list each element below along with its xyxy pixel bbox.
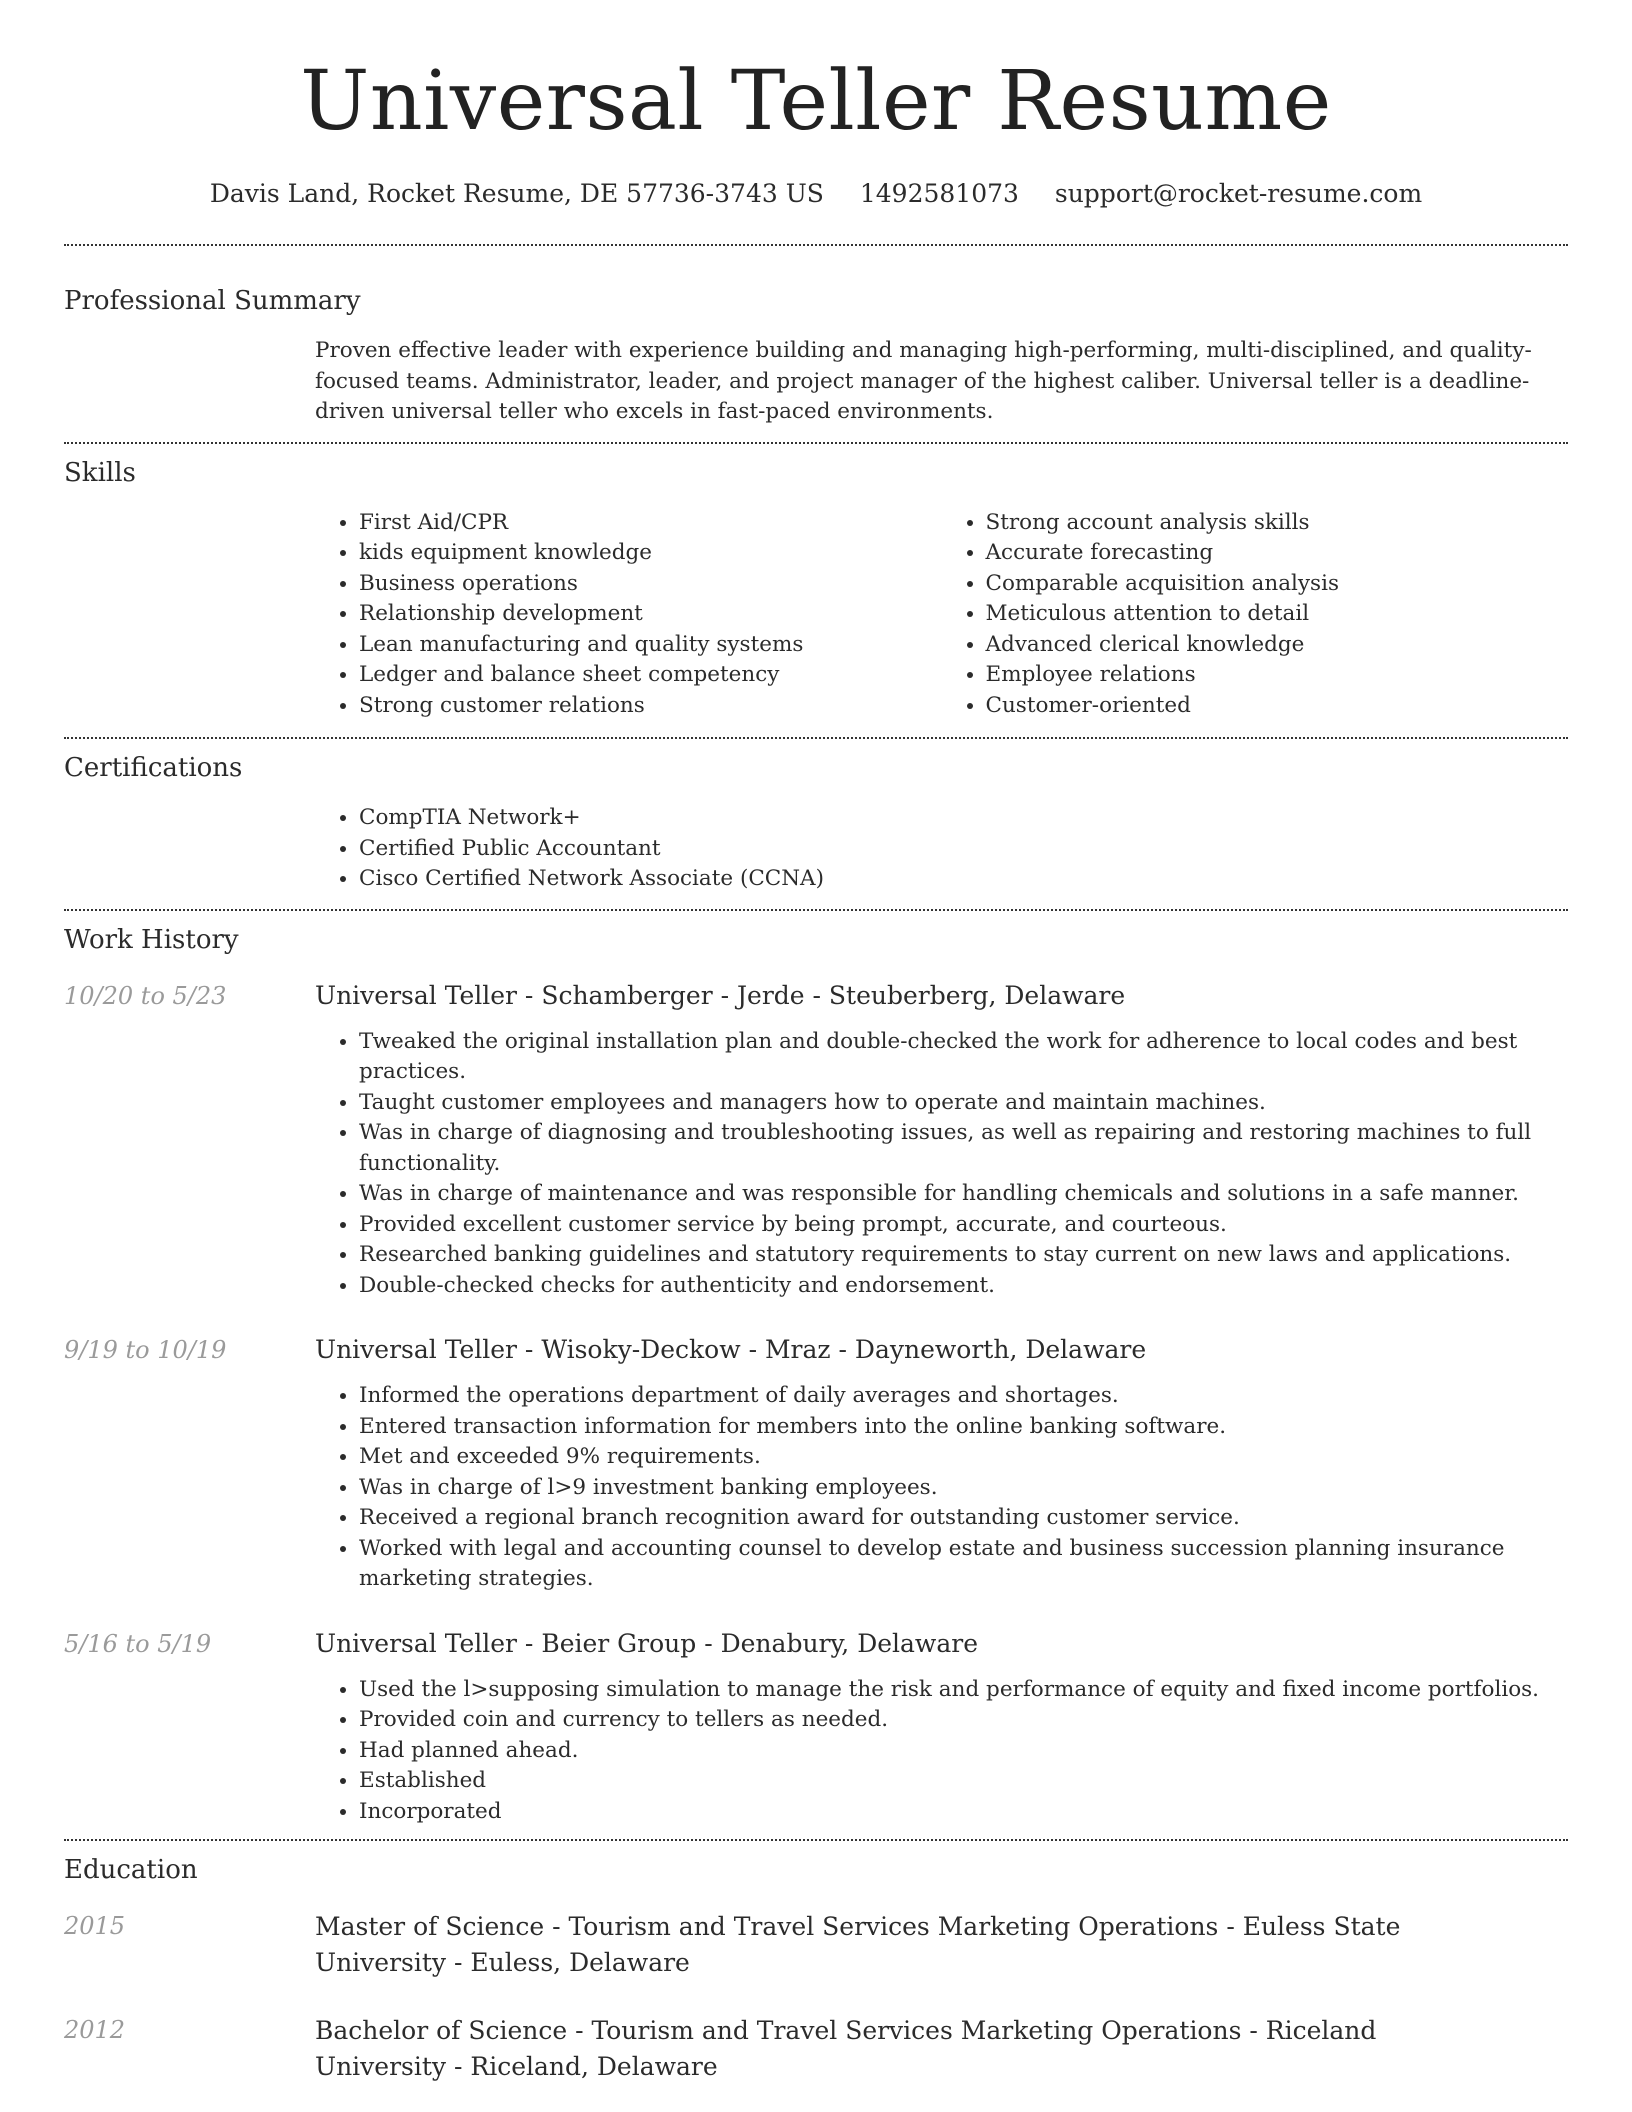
job-title: Universal Teller [315, 980, 517, 1010]
job-bullet: • Tweaked the original installation plan and double-checked the work for adherence to local codes and best practices. [359, 1027, 1568, 1088]
skill-item: • Accurate forecasting [986, 538, 1569, 569]
job-bullet: • Double-checked checks for authenticity and endorsement. [359, 1271, 1568, 1302]
job-dates: 9/19 to 10/19 [64, 1336, 227, 1364]
job-heading [315, 979, 1568, 1013]
job-heading [315, 1627, 1568, 1661]
job-bullet: • Was in charge of l>9 investment banking employees. [359, 1473, 1568, 1504]
skill-item: • Meticulous attention to detail [986, 599, 1569, 630]
summary-text: Proven effective leader with experience building and managing high-performing, multi-disciplined, and quality-focused teams. Administrator, leader, and project manager of the highest caliber. Universal teller is a deadline-driven universal teller who excels in fast-paced environments. [315, 338, 1532, 424]
job-bullet: • Was in charge of diagnosing and troubleshooting issues, as well as repairing and restoring machines to full functionality. [359, 1118, 1568, 1179]
skills-list [315, 508, 1568, 722]
job-company: - Schamberger - Jerde - Steuberberg, Delaware [516, 980, 1126, 1010]
job-heading [315, 1333, 1568, 1367]
skills-right-column [942, 508, 1569, 722]
job-bullet: • Worked with legal and accounting counsel to develop estate and business succession planning insurance marketing strategies. [359, 1534, 1568, 1595]
job-bullets [315, 1675, 1568, 1828]
summary-heading: Professional Summary [64, 286, 361, 316]
job-bullet: • Taught customer employees and managers how to operate and maintain machines. [359, 1088, 1568, 1119]
job-title: Universal Teller [315, 1335, 517, 1364]
education-heading: Education [64, 1855, 198, 1885]
skill-item: • Comparable acquisition analysis [986, 569, 1569, 600]
job-bullet: • Received a regional branch recognition award for outstanding customer service. [359, 1503, 1568, 1534]
education-entry [64, 1909, 1568, 1981]
education-degree: Bachelor of Science - Tourism and Travel Services Marketing Operations - Riceland University - Riceland, Delaware [315, 2016, 1377, 2081]
skill-item: • Relationship development [359, 599, 942, 630]
skill-item: • kids equipment knowledge [359, 538, 942, 569]
certifications-list [315, 803, 1568, 895]
skill-item: • First Aid/CPR [359, 508, 942, 539]
job-company: - Beier Group - Denabury, Delaware [516, 1628, 978, 1658]
job-dates: 5/16 to 5/19 [64, 1629, 212, 1658]
skills-heading: Skills [64, 457, 136, 488]
skill-item: • Advanced clerical knowledge [986, 630, 1569, 661]
job-bullet: • Established [359, 1766, 1568, 1797]
skill-item: • Business operations [359, 569, 942, 600]
job-bullet: • Informed the operations department of daily averages and shortages. [359, 1381, 1568, 1412]
job-bullet: • Entered transaction information for members into the online banking software. [359, 1412, 1568, 1443]
job-bullets [315, 1381, 1568, 1595]
job-title: Universal Teller [315, 1628, 517, 1658]
job-dates: 10/20 to 5/23 [64, 981, 227, 1010]
work-history-heading: Work History [64, 924, 239, 955]
skill-item: • Employee relations [986, 660, 1569, 691]
contact-line [64, 178, 1568, 210]
job-bullet: • Provided excellent customer service by being prompt, accurate, and courteous. [359, 1210, 1568, 1241]
certification-item: • Cisco Certified Network Associate (CCNA) [359, 864, 1568, 895]
contact-email: support@rocket-resume.com [1054, 179, 1423, 208]
job-bullet: • Had planned ahead. [359, 1736, 1568, 1767]
job-entry [64, 979, 1568, 1302]
contact-address: Davis Land, Rocket Resume, DE 57736-3743 US [209, 179, 824, 208]
job-bullet: • Met and exceeded 9% requirements. [359, 1442, 1568, 1473]
job-bullet: • Provided coin and currency to tellers as needed. [359, 1705, 1568, 1736]
job-bullet: • Was in charge of maintenance and was responsible for handling chemicals and solutions in a safe manner. [359, 1179, 1568, 1210]
certifications-section [64, 739, 1568, 909]
skill-item: • Lean manufacturing and quality systems [359, 630, 942, 661]
job-company: - Wisoky-Deckow - Mraz - Dayneworth, Delaware [516, 1335, 1147, 1364]
job-bullets [315, 1027, 1568, 1302]
education-year: 2015 [64, 1912, 126, 1940]
job-bullet: • Incorporated [359, 1797, 1568, 1828]
job-entry [64, 1627, 1568, 1828]
work-history-section [64, 911, 1568, 1840]
skill-item: • Strong account analysis skills [986, 508, 1569, 539]
education-entry [64, 2013, 1568, 2085]
contact-phone: 1492581073 [859, 179, 1019, 208]
certifications-heading: Certifications [64, 753, 243, 783]
job-bullet: • Used the l>supposing simulation to manage the risk and performance of equity and fixed income portfolios. [359, 1675, 1568, 1706]
resume-title: Universal Teller Resume [300, 54, 1332, 149]
skill-item: • Ledger and balance sheet competency [359, 660, 942, 691]
resume-header [64, 0, 1568, 210]
skills-section [64, 444, 1568, 738]
certification-item: • Certified Public Accountant [359, 834, 1568, 865]
skill-item: • Strong customer relations [359, 691, 942, 722]
education-degree: Master of Science - Tourism and Travel Services Marketing Operations - Euless State University - Euless, Delaware [315, 1912, 1401, 1977]
education-section [64, 1841, 1568, 2085]
summary-section [64, 246, 1568, 442]
job-entry [64, 1333, 1568, 1595]
job-bullet: • Researched banking guidelines and statutory requirements to stay current on new laws and applications. [359, 1240, 1568, 1271]
certification-item: • CompTIA Network+ [359, 803, 1568, 834]
skill-item: • Customer-oriented [986, 691, 1569, 722]
skills-left-column [315, 508, 942, 722]
education-year: 2012 [64, 2016, 126, 2044]
